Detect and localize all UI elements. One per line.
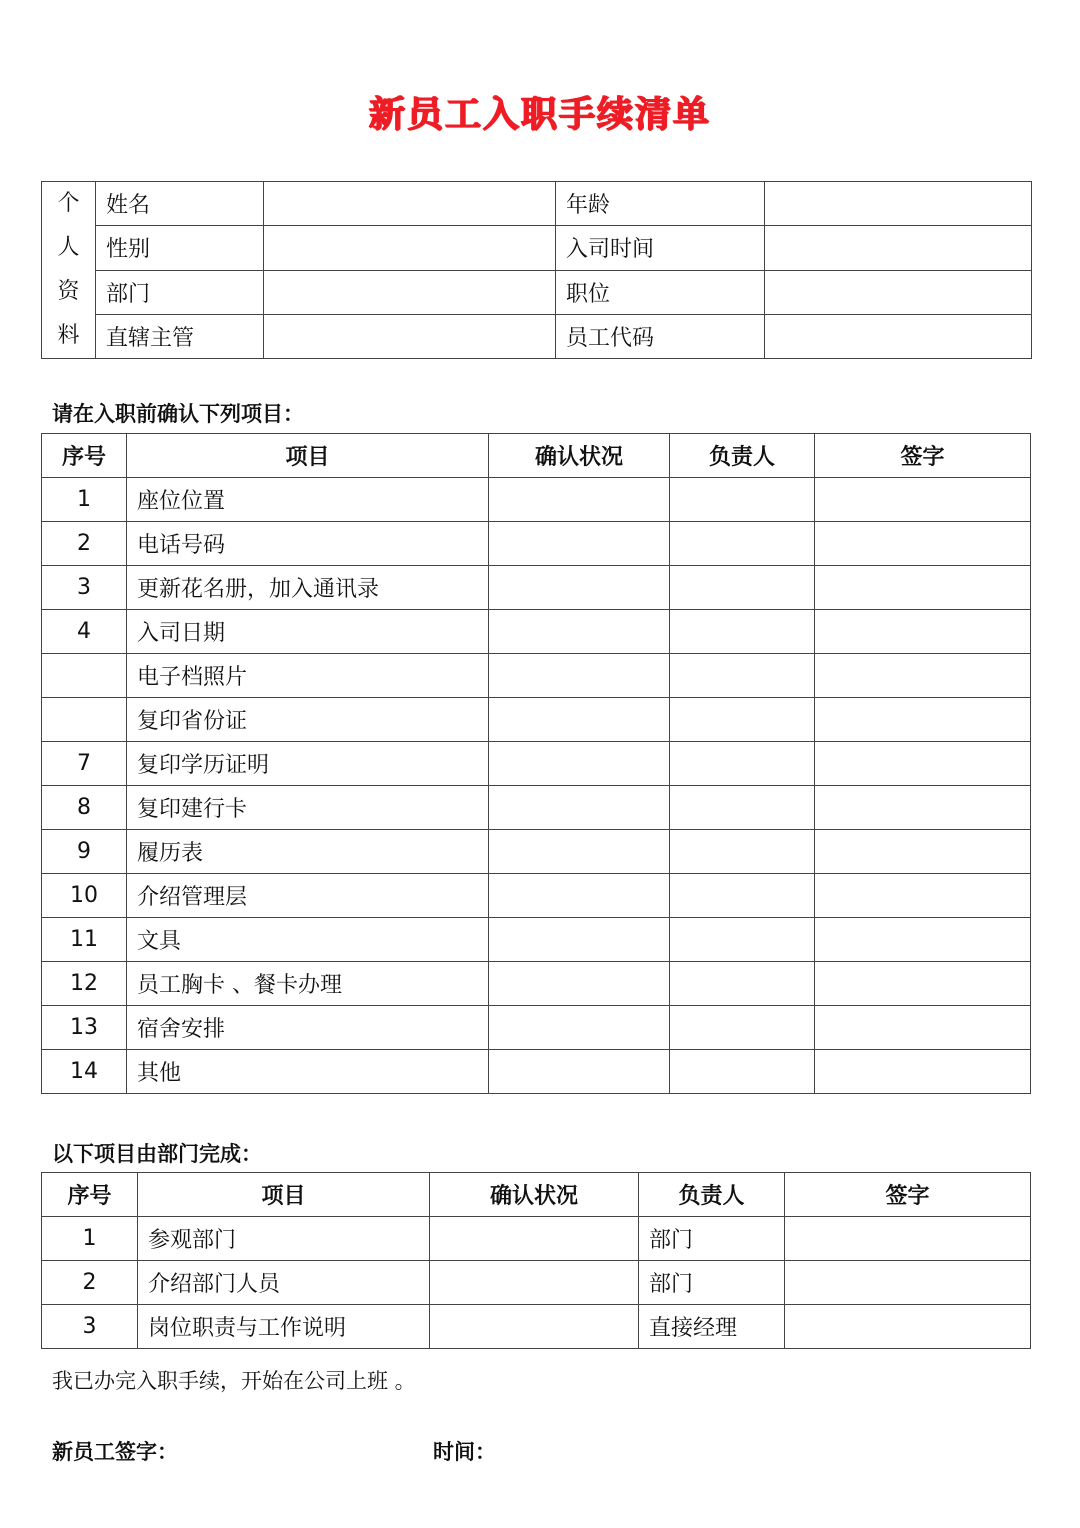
table-row — [42, 698, 1031, 742]
department-field[interactable] — [264, 270, 556, 314]
signature-cell[interactable] — [815, 786, 1031, 830]
status-cell[interactable] — [489, 874, 670, 918]
status-cell[interactable] — [489, 698, 670, 742]
row-owner: 部门 — [639, 1261, 785, 1305]
section2-heading: 以下项目由部门完成： — [52, 1142, 262, 1166]
row-item: 复印学历证明 — [127, 742, 489, 786]
row-number: 3 — [42, 566, 127, 610]
owner-cell[interactable] — [670, 786, 815, 830]
col-header-item: 项目 — [138, 1173, 430, 1217]
col-header-signature: 签字 — [815, 434, 1031, 478]
signature-cell[interactable] — [815, 874, 1031, 918]
row-item: 员工胸卡 、餐卡办理 — [127, 962, 489, 1006]
employee-code-label: 员工代码 — [556, 314, 765, 358]
pre-entry-checklist-table — [41, 433, 1031, 1094]
status-cell[interactable] — [489, 918, 670, 962]
owner-cell[interactable] — [670, 522, 815, 566]
signature-cell[interactable] — [815, 566, 1031, 610]
col-header-signature: 签字 — [785, 1173, 1031, 1217]
owner-cell[interactable] — [670, 698, 815, 742]
signature-cell[interactable] — [785, 1217, 1031, 1261]
col-header-no: 序号 — [42, 1173, 138, 1217]
row-number: 9 — [42, 830, 127, 874]
signature-cell[interactable] — [815, 1006, 1031, 1050]
signature-cell[interactable] — [815, 830, 1031, 874]
section1-heading: 请在入职前确认下列项目： — [52, 402, 304, 426]
join-date-field[interactable] — [765, 226, 1032, 270]
row-item: 座位位置 — [127, 478, 489, 522]
supervisor-label: 直辖主管 — [96, 314, 264, 358]
row-item: 文具 — [127, 918, 489, 962]
status-cell[interactable] — [430, 1217, 639, 1261]
signature-cell[interactable] — [815, 1050, 1031, 1094]
table-row — [42, 1261, 1031, 1305]
signature-cell[interactable] — [785, 1305, 1031, 1349]
side-char: 个 — [57, 191, 80, 216]
row-number — [42, 654, 127, 698]
signature-cell[interactable] — [815, 742, 1031, 786]
position-field[interactable] — [765, 270, 1032, 314]
row-number: 8 — [42, 786, 127, 830]
supervisor-field[interactable] — [264, 314, 556, 358]
col-header-owner: 负责人 — [639, 1173, 785, 1217]
row-number: 7 — [42, 742, 127, 786]
new-employee-signature-label: 新员工签字： — [52, 1440, 178, 1464]
time-label: 时间： — [433, 1440, 496, 1464]
col-header-status: 确认状况 — [489, 434, 670, 478]
status-cell[interactable] — [489, 742, 670, 786]
table-header-row — [42, 1173, 1031, 1217]
status-cell[interactable] — [489, 522, 670, 566]
signature-cell[interactable] — [815, 654, 1031, 698]
side-char: 料 — [57, 323, 80, 348]
table-row — [42, 874, 1031, 918]
row-number: 1 — [42, 1217, 138, 1261]
age-label: 年龄 — [556, 182, 765, 226]
table-row — [42, 610, 1031, 654]
row-item: 复印建行卡 — [127, 786, 489, 830]
table-row — [42, 786, 1031, 830]
row-number: 2 — [42, 522, 127, 566]
row-number: 13 — [42, 1006, 127, 1050]
owner-cell[interactable] — [670, 918, 815, 962]
status-cell[interactable] — [489, 1006, 670, 1050]
col-header-item: 项目 — [127, 434, 489, 478]
signature-cell[interactable] — [785, 1261, 1031, 1305]
table-row — [42, 566, 1031, 610]
table-row — [42, 918, 1031, 962]
position-label: 职位 — [556, 270, 765, 314]
employee-code-field[interactable] — [765, 314, 1032, 358]
table-row — [42, 962, 1031, 1006]
table-row — [42, 1305, 1031, 1349]
row-number: 1 — [42, 478, 127, 522]
row-item: 履历表 — [127, 830, 489, 874]
side-char: 资 — [57, 279, 80, 304]
side-char: 人 — [57, 235, 80, 260]
table-row — [42, 522, 1031, 566]
table-row — [42, 478, 1031, 522]
row-item: 宿舍安排 — [127, 1006, 489, 1050]
row-number: 14 — [42, 1050, 127, 1094]
row-item: 参观部门 — [138, 1217, 430, 1261]
signature-cell[interactable] — [815, 698, 1031, 742]
table-header-row — [42, 434, 1031, 478]
row-item: 电话号码 — [127, 522, 489, 566]
signature-cell[interactable] — [815, 962, 1031, 1006]
row-item: 介绍管理层 — [127, 874, 489, 918]
age-field[interactable] — [765, 182, 1032, 226]
signature-cell[interactable] — [815, 522, 1031, 566]
row-number: 2 — [42, 1261, 138, 1305]
new-employee-signature-field[interactable] — [210, 1436, 410, 1466]
row-number: 3 — [42, 1305, 138, 1349]
name-label: 姓名 — [96, 182, 264, 226]
status-cell[interactable] — [489, 566, 670, 610]
completion-statement: 我已办完入职手续，开始在公司上班 。 — [52, 1369, 416, 1393]
row-item: 入司日期 — [127, 610, 489, 654]
owner-cell[interactable] — [670, 654, 815, 698]
status-cell[interactable] — [430, 1261, 639, 1305]
owner-cell[interactable] — [670, 566, 815, 610]
owner-cell[interactable] — [670, 874, 815, 918]
owner-cell[interactable] — [670, 1050, 815, 1094]
table-row — [42, 1050, 1031, 1094]
status-cell[interactable] — [489, 478, 670, 522]
status-cell[interactable] — [489, 1050, 670, 1094]
owner-cell[interactable] — [670, 830, 815, 874]
time-field[interactable] — [515, 1436, 715, 1466]
join-date-label: 入司时间 — [556, 226, 765, 270]
status-cell[interactable] — [430, 1305, 639, 1349]
gender-field[interactable] — [264, 226, 556, 270]
row-item: 其他 — [127, 1050, 489, 1094]
department-checklist-table — [41, 1172, 1031, 1349]
row-item: 电子档照片 — [127, 654, 489, 698]
department-label: 部门 — [96, 270, 264, 314]
owner-cell[interactable] — [670, 610, 815, 654]
table-row — [42, 830, 1031, 874]
row-number: 4 — [42, 610, 127, 654]
col-header-owner: 负责人 — [670, 434, 815, 478]
document-title: 新员工入职手续清单 — [368, 94, 711, 135]
status-cell[interactable] — [489, 654, 670, 698]
row-owner: 直接经理 — [639, 1305, 785, 1349]
owner-cell[interactable] — [670, 962, 815, 1006]
table-row — [42, 1217, 1031, 1261]
signature-cell[interactable] — [815, 610, 1031, 654]
table-row — [42, 742, 1031, 786]
personal-info-side-label — [42, 182, 96, 359]
signature-cell[interactable] — [815, 478, 1031, 522]
row-number — [42, 698, 127, 742]
col-header-no: 序号 — [42, 434, 127, 478]
row-item: 介绍部门人员 — [138, 1261, 430, 1305]
row-item: 更新花名册，加入通讯录 — [127, 566, 489, 610]
row-number: 10 — [42, 874, 127, 918]
row-number: 11 — [42, 918, 127, 962]
status-cell[interactable] — [489, 786, 670, 830]
col-header-status: 确认状况 — [430, 1173, 639, 1217]
row-number: 12 — [42, 962, 127, 1006]
row-item: 复印省份证 — [127, 698, 489, 742]
row-item: 岗位职责与工作说明 — [138, 1305, 430, 1349]
row-owner: 部门 — [639, 1217, 785, 1261]
gender-label: 性别 — [96, 226, 264, 270]
name-field[interactable] — [264, 182, 556, 226]
signature-cell[interactable] — [815, 918, 1031, 962]
table-row — [42, 654, 1031, 698]
status-cell[interactable] — [489, 830, 670, 874]
owner-cell[interactable] — [670, 1006, 815, 1050]
status-cell[interactable] — [489, 962, 670, 1006]
owner-cell[interactable] — [670, 478, 815, 522]
personal-info-table — [41, 181, 1032, 359]
table-row — [42, 1006, 1031, 1050]
owner-cell[interactable] — [670, 742, 815, 786]
status-cell[interactable] — [489, 610, 670, 654]
